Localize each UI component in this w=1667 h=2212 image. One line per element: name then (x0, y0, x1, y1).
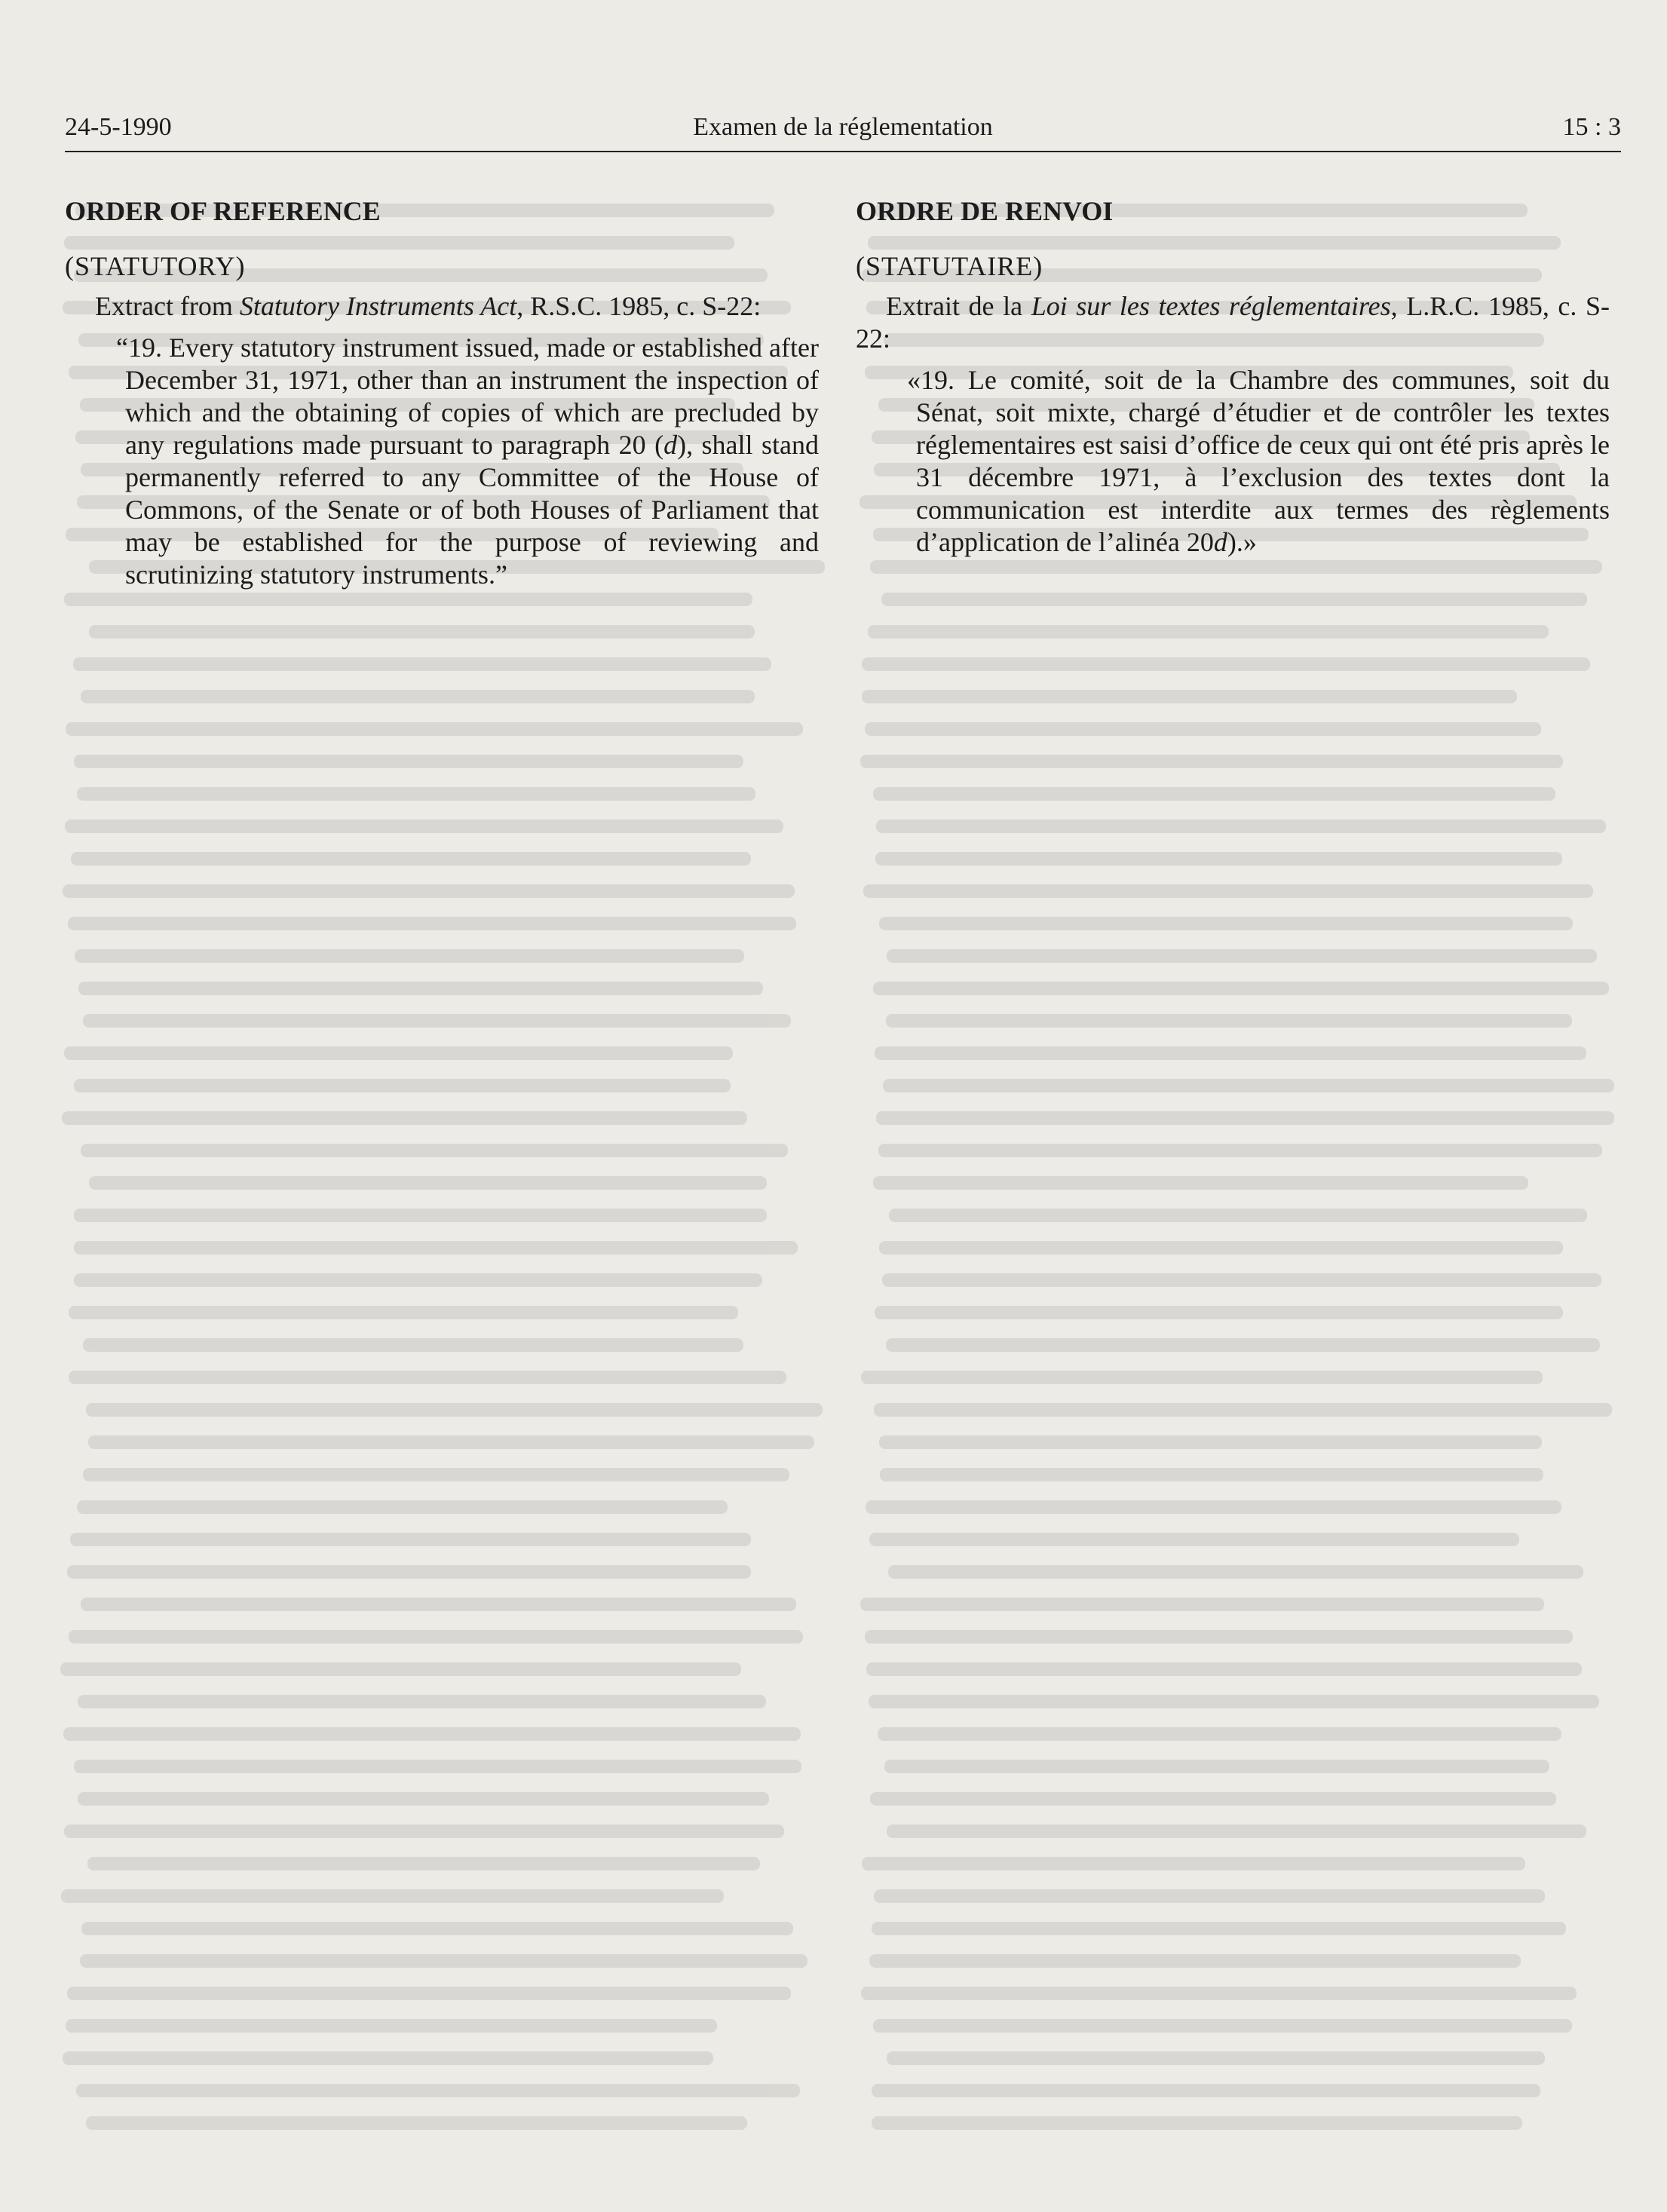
bleed-line (64, 1046, 733, 1060)
header-title: Examen de la réglementation (693, 113, 993, 141)
bleed-line (76, 2084, 800, 2097)
order-heading-en: ORDER OF REFERENCE (65, 196, 381, 226)
bleed-line (63, 884, 795, 898)
header-rule (65, 151, 1621, 152)
bleed-line (875, 852, 1562, 865)
bleed-line (880, 1468, 1543, 1481)
bleed-line (88, 1435, 814, 1449)
section-19-quote-en: “19. Every statutory instrument issued, made or established after December 31, 1971, other than an instrument the inspection of which and the obtaining of copies of which are precluded by any regulations made pursuant to paragraph 20 (d), shall stand permanently referred to any Committee of the House of Commons, of the Senate or of both Houses of Parliament that may be established for the purpose of reviewing and scrutinizing statutory instruments.” (116, 332, 819, 590)
bleed-line (64, 593, 752, 606)
bleed-line (62, 1111, 747, 1125)
bleed-line (69, 1630, 804, 1644)
bleed-line (78, 1695, 766, 1708)
bleed-line (881, 593, 1588, 606)
bleed-line (73, 657, 771, 671)
bleed-line (887, 949, 1596, 963)
bleed-line (65, 820, 783, 833)
bleed-line (74, 755, 743, 768)
bleed-line (888, 1565, 1583, 1579)
bleed-line (886, 1338, 1600, 1352)
order-heading-fr: ORDRE DE RENVOI (856, 196, 1114, 226)
bleed-line (67, 1987, 791, 2000)
bleed-line (887, 2051, 1545, 2065)
bleed-line (63, 2051, 713, 2065)
bleed-line (884, 1760, 1549, 1773)
header-date: 24-5-1990 (65, 113, 172, 141)
bleed-line (69, 1306, 738, 1319)
bleed-line (75, 949, 744, 963)
order-subheading-en: (STATUTORY) (65, 251, 246, 281)
bleed-line (861, 1987, 1577, 2000)
french-column (856, 195, 1610, 559)
bleed-line (71, 852, 751, 865)
bleed-line (74, 1760, 801, 1773)
bleed-line (876, 820, 1607, 833)
bleed-line (81, 1144, 788, 1157)
bleed-line (889, 1209, 1588, 1222)
bleed-line (74, 1273, 762, 1287)
bleed-line (83, 1468, 789, 1481)
bleed-line (63, 1727, 801, 1741)
bleed-line (883, 1079, 1614, 1092)
bleed-line (70, 1533, 751, 1546)
bleed-line (878, 1144, 1602, 1157)
page-header (65, 113, 1621, 155)
bleed-line (865, 1630, 1573, 1644)
bleed-line (873, 982, 1609, 995)
bleed-line (878, 1727, 1561, 1741)
bleed-line (60, 1662, 741, 1676)
bleed-line (862, 690, 1516, 703)
bleed-line (77, 787, 755, 801)
bleed-line (882, 1273, 1601, 1287)
bleed-line (863, 884, 1593, 898)
bleed-line (80, 1954, 807, 1968)
bleed-line (886, 1014, 1572, 1028)
bleed-line (81, 1598, 795, 1611)
bleed-line (879, 1435, 1541, 1449)
extract-intro-fr: Extrait de la Loi sur les textes réglementaires, L.R.C. 1985, c. S-22: (856, 291, 1610, 354)
bleed-line (862, 1857, 1525, 1870)
bleed-line (876, 1111, 1614, 1125)
extract-intro-en: Extract from Statutory Instruments Act, R.S.C. 1985, c. S-22: (95, 291, 761, 321)
bleed-line (872, 1922, 1566, 1935)
bleed-line (862, 657, 1590, 671)
bleed-line (887, 1824, 1586, 1838)
bleed-line (866, 1662, 1582, 1676)
bleed-line (861, 1371, 1543, 1384)
bleed-line (869, 1954, 1520, 1968)
bleed-line (83, 1014, 790, 1028)
bleed-line (89, 625, 755, 639)
order-subheading-fr: (STATUTAIRE) (856, 251, 1043, 281)
bleed-line (875, 1046, 1586, 1060)
bleed-line (873, 1176, 1528, 1190)
bleed-line (83, 1338, 743, 1352)
bleed-line (74, 1241, 798, 1255)
bleed-line (860, 755, 1563, 768)
bleed-line (78, 982, 763, 995)
bleed-line (78, 1792, 768, 1806)
header-page-number: 15 : 3 (1562, 113, 1621, 141)
bleed-line (875, 1306, 1563, 1319)
bleed-line (61, 1889, 724, 1903)
section-19-quote-fr: «19. Le comité, soit de la Chambre des communes, soit du Sénat, soit mixte, chargé d’étudier et de contrôler les textes réglementaires est saisi d’office de ceux qui ont été pris après le 31 décembre 1971, à l’exclusion des textes dont la communication est interdite aux termes des règlements d’application de l’alinéa 20d).» (907, 365, 1610, 557)
bleed-line (879, 917, 1573, 930)
bleed-line (66, 2019, 717, 2033)
bleed-line (86, 2116, 747, 2130)
act-title-fr: Loi sur les textes réglementaires (1031, 291, 1391, 321)
bleed-line (66, 722, 803, 736)
bleed-line (81, 1922, 793, 1935)
bleed-line (872, 2116, 1523, 2130)
bleed-line (870, 560, 1603, 574)
bleed-line (872, 2084, 1540, 2097)
bleed-line (81, 690, 755, 703)
bleed-line (869, 1533, 1520, 1546)
bleed-line (873, 787, 1555, 801)
bleed-line (870, 1792, 1556, 1806)
bleed-line (873, 2019, 1571, 2033)
bleed-line (74, 1209, 767, 1222)
bleed-line (89, 1176, 767, 1190)
bleed-line (86, 1403, 822, 1417)
bleed-line (874, 1403, 1612, 1417)
bleed-line (879, 1241, 1563, 1255)
bleed-line (868, 625, 1549, 639)
bleed-line (74, 1079, 731, 1092)
bleed-line (866, 1500, 1561, 1514)
bleed-line (68, 917, 796, 930)
bleed-line (874, 1889, 1545, 1903)
english-column (65, 195, 819, 591)
act-title-en: Statutory Instruments Act (239, 291, 517, 321)
bleed-line (865, 722, 1540, 736)
bleed-line (869, 1695, 1599, 1708)
bleed-line (87, 1857, 760, 1870)
bleed-line (67, 1565, 751, 1579)
bleed-line (64, 1824, 784, 1838)
bleed-line (77, 1500, 728, 1514)
bleed-line (860, 1598, 1544, 1611)
bleed-line (69, 1371, 786, 1384)
